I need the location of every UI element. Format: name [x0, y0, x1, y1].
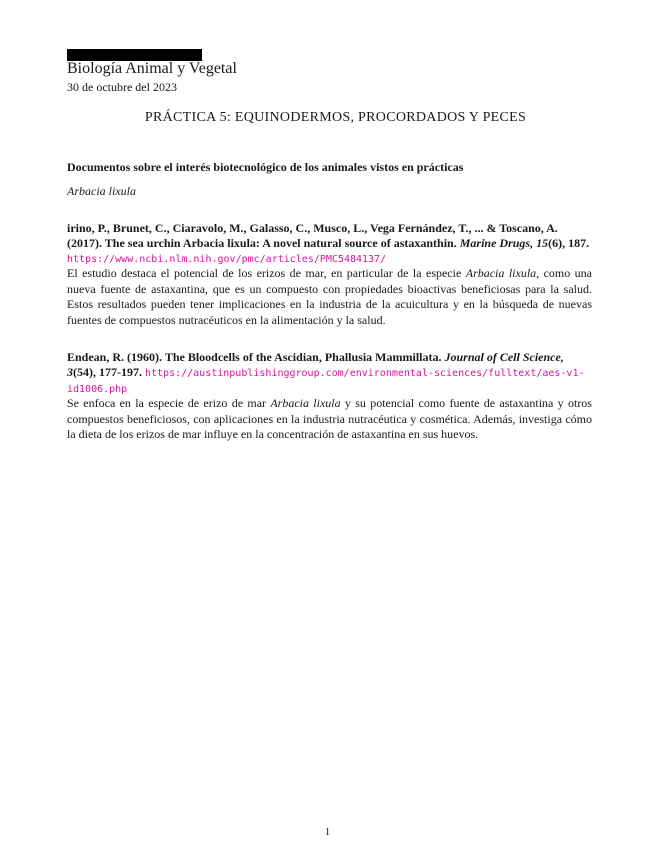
page-number: 1	[324, 826, 331, 838]
course-name: Biología Animal y Vegetal	[67, 60, 237, 77]
reference-title: The Bloodcells of the Ascidian, Phallusia Mammillata.	[164, 350, 442, 364]
reference-2	[67, 350, 592, 397]
description-text: Se enfoca en la especie de erizo de mar	[67, 396, 271, 410]
reference-authors: Endean, R. (1960).	[67, 350, 163, 364]
reference-authors: irino, P., Brunet, C., Ciaravolo, M., Galasso, C., Musco, L., Vega Fernández, T., ... & Toscano, A. (2017).	[67, 221, 558, 250]
document-date: 30 de octubre del 2023	[67, 80, 177, 94]
description-text: y su potencial como fuente de astaxantina y otros compuestos beneficiosos, con aplicaciones en la industria nutracéutica y cosmética. Además, investiga cómo la dieta de los erizos de mar influye en la concentración de astaxantina en sus huevos.	[67, 396, 592, 441]
description-text: El estudio destaca el potencial de los erizos de mar, en particular de la especie	[67, 266, 466, 280]
description-species: Arbacia lixula	[465, 266, 537, 280]
reference-journal: Marine Drugs, 15	[459, 236, 549, 250]
reference-2-description	[67, 396, 592, 443]
section-heading: Documentos sobre el interés biotecnológico de los animales vistos en prácticas	[67, 160, 464, 174]
reference-title: The sea urchin Arbacia lixula: A novel natural source of astaxanthin.	[104, 236, 457, 250]
reference-url-link[interactable]: https://www.ncbi.nlm.nih.gov/pmc/articles/PMC5484137/	[67, 254, 387, 265]
reference-journal: Journal of Cell Science, 3	[67, 350, 564, 379]
reference-1	[67, 221, 592, 267]
reference-issue: (54), 177-197.	[73, 365, 142, 379]
reference-1-description	[67, 266, 592, 328]
description-text: , como una nueva fuente de astaxantina, que es un compuesto con propiedades bioactivas beneficiosas para la salud. Estos resultados pueden tener implicaciones en la industria de la acuicultura y en la búsqueda de nuevas fuentes de compuestos nutracéuticos en la alimentación y la salud.	[67, 266, 592, 327]
reference-issue: (6), 187.	[548, 236, 590, 250]
description-species: Arbacia lixula	[270, 396, 341, 410]
reference-url-link[interactable]: https://austinpublishinggroup.com/environmental-sciences/fulltext/aes-v1-id1006.php	[67, 368, 585, 395]
species-label: Arbacia lixula	[67, 184, 136, 198]
page-title: PRÁCTICA 5: EQUINODERMOS, PROCORDADOS Y PECES	[144, 110, 527, 125]
